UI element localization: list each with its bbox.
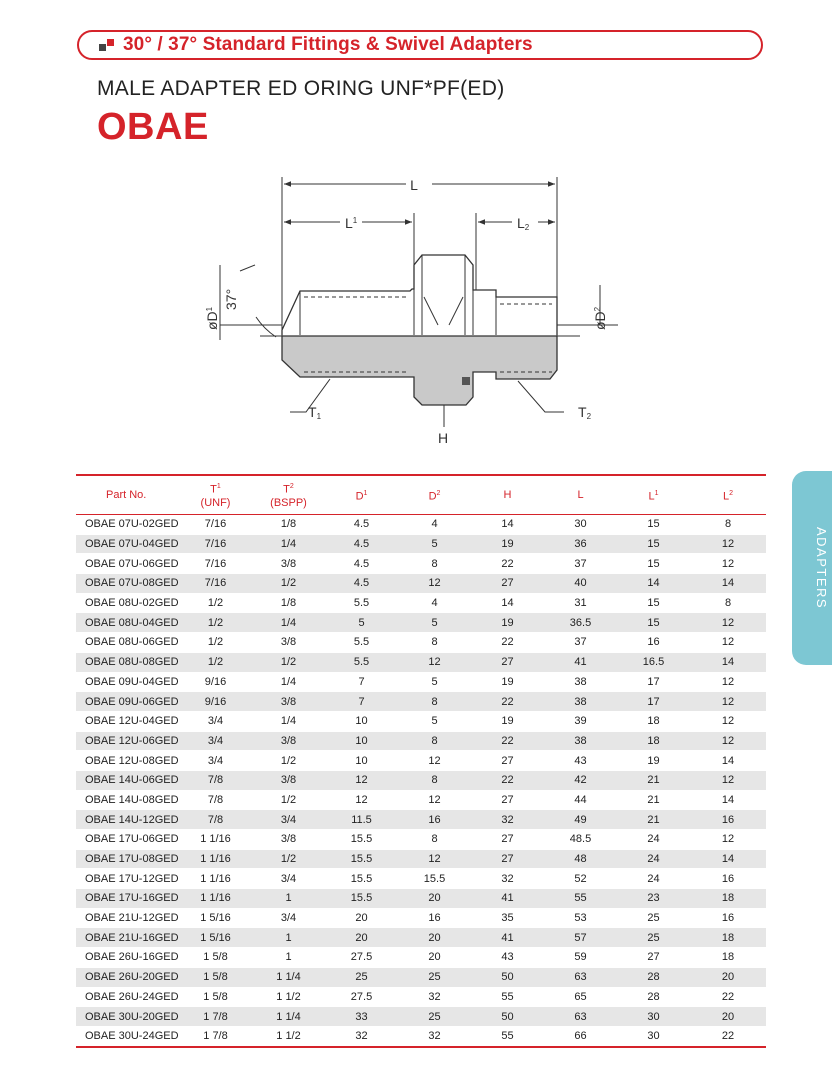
table-cell: 14 [471,515,544,535]
table-cell: 14 [690,849,766,869]
table-cell: 5 [398,534,471,554]
dim-label-L1: $L^1$ [345,215,358,231]
part-number-cell: OBAE 17U-16GED [76,889,179,909]
table-cell: 17 [617,692,690,712]
table-cell: 25 [617,908,690,928]
table-cell: 14 [690,751,766,771]
table-cell: 24 [617,830,690,850]
table-cell: 12 [398,790,471,810]
table-cell: 50 [471,1007,544,1027]
table-cell: 27 [471,574,544,594]
table-cell: 1 5/16 [179,908,252,928]
table-row [76,751,766,771]
table-cell: 39 [544,711,617,731]
table-cell: 24 [617,869,690,889]
table-cell: 19 [471,613,544,633]
table-cell: 27 [471,849,544,869]
part-number-cell: OBAE 17U-12GED [76,869,179,889]
table-cell: 22 [471,633,544,653]
table-cell: 7/8 [179,790,252,810]
table-cell: 14 [690,652,766,672]
table-cell: 8 [398,731,471,751]
table-cell: 5 [398,613,471,633]
table-cell: 55 [544,889,617,909]
part-number-cell: OBAE 26U-20GED [76,967,179,987]
section-title: 30° / 37° Standard Fittings & Swivel Adapters [123,34,533,55]
table-cell: 8 [398,770,471,790]
table-cell: 24 [617,849,690,869]
table-cell: 4.5 [325,534,398,554]
dim-label-D1: $øD^1$ [204,306,220,330]
table-row [76,633,766,653]
table-cell: 22 [471,731,544,751]
table-cell: 1/4 [252,711,325,731]
table-cell: 4 [398,515,471,535]
part-number-cell: OBAE 30U-24GED [76,1026,179,1046]
part-number-cell: OBAE 08U-02GED [76,593,179,613]
table-cell: 3/4 [252,869,325,889]
table-cell: 1 [252,889,325,909]
table-cell: 22 [471,770,544,790]
table-cell: 20 [325,908,398,928]
table-row [76,830,766,850]
column-header: $L^2$ [690,475,766,515]
table-cell: 4 [398,593,471,613]
table-row [76,928,766,948]
table-cell: 3/8 [252,830,325,850]
table-cell: 1 7/8 [179,1007,252,1027]
table-cell: 15.5 [398,869,471,889]
table-cell: 42 [544,770,617,790]
table-row [76,554,766,574]
table-cell: 1 [252,928,325,948]
table-cell: 33 [325,1007,398,1027]
table-cell: 1 1/2 [252,987,325,1007]
table-cell: 20 [398,889,471,909]
table-cell: 3/8 [252,770,325,790]
table-cell: 7/16 [179,515,252,535]
table-row [76,1007,766,1027]
table-cell: 57 [544,928,617,948]
table-row [76,889,766,909]
part-number-cell: OBAE 14U-12GED [76,810,179,830]
table-cell: 12 [398,652,471,672]
table-cell: 32 [471,869,544,889]
table-cell: 49 [544,810,617,830]
table-cell: 12 [325,790,398,810]
column-header: $D^2$ [398,475,471,515]
table-cell: 8 [398,830,471,850]
table-cell: 43 [544,751,617,771]
table-cell: 16 [690,869,766,889]
column-header: $D^1$ [325,475,398,515]
table-cell: 53 [544,908,617,928]
table-cell: 14 [471,593,544,613]
fitting-diagram [200,165,620,455]
column-header: Part No. [76,475,179,515]
table-cell: 25 [325,967,398,987]
table-cell: 4.5 [325,574,398,594]
table-cell: 3/4 [252,810,325,830]
table-cell: 1/8 [252,515,325,535]
table-cell: 40 [544,574,617,594]
table-cell: 7 [325,692,398,712]
table-cell: 8 [398,633,471,653]
table-cell: 21 [617,790,690,810]
part-number-cell: OBAE 07U-06GED [76,554,179,574]
table-cell: 1/2 [179,593,252,613]
table-cell: 1/8 [252,593,325,613]
table-cell: 12 [690,711,766,731]
table-cell: 36.5 [544,613,617,633]
table-cell: 5.5 [325,633,398,653]
table-cell: 15.5 [325,830,398,850]
table-cell: 43 [471,948,544,968]
table-cell: 41 [471,889,544,909]
table-cell: 1 7/8 [179,1026,252,1046]
table-cell: 25 [398,967,471,987]
table-cell: 4.5 [325,554,398,574]
part-number-cell: OBAE 09U-04GED [76,672,179,692]
table-cell: 15 [617,593,690,613]
table-cell: 18 [690,948,766,968]
part-number-cell: OBAE 14U-06GED [76,770,179,790]
table-row [76,810,766,830]
side-tab-label: ADAPTERS [814,526,829,610]
angle-label-37: 37° [223,288,239,310]
label-T2: T2 [578,404,592,421]
table-cell: 17 [617,672,690,692]
table-cell: 12 [398,751,471,771]
table-cell: 7/16 [179,554,252,574]
table-cell: 12 [690,672,766,692]
table-row [76,948,766,968]
table-cell: 27 [471,830,544,850]
part-number-cell: OBAE 14U-08GED [76,790,179,810]
part-number-cell: OBAE 09U-06GED [76,692,179,712]
table-row [76,849,766,869]
table-cell: 1/2 [179,633,252,653]
table-cell: 3/8 [252,633,325,653]
table-cell: 22 [690,987,766,1007]
table-cell: 21 [617,810,690,830]
table-cell: 12 [690,633,766,653]
table-row [76,967,766,987]
dim-label-L2: L2 [517,215,530,232]
part-number-cell: OBAE 07U-08GED [76,574,179,594]
table-cell: 25 [617,928,690,948]
table-row [76,515,766,535]
table-cell: 16 [617,633,690,653]
table-cell: 5 [325,613,398,633]
part-number-cell: OBAE 08U-06GED [76,633,179,653]
table-cell: 7/16 [179,534,252,554]
table-row [76,869,766,889]
table-cell: 63 [544,1007,617,1027]
table-cell: 1/4 [252,672,325,692]
column-header: $T^1$ (UNF) [179,475,252,515]
part-number-cell: OBAE 12U-06GED [76,731,179,751]
product-subtitle: MALE ADAPTER ED ORING UNF*PF(ED) [97,77,505,100]
column-header: H [471,475,544,515]
dim-label-L: L [410,177,418,193]
table-cell: 65 [544,987,617,1007]
table-cell: 12 [398,574,471,594]
table-cell: 20 [690,967,766,987]
table-header-row [76,475,766,515]
table-cell: 12 [690,770,766,790]
table-cell: 15 [617,554,690,574]
table-cell: 16 [690,908,766,928]
table-cell: 15.5 [325,889,398,909]
table-cell: 55 [471,1026,544,1046]
table-cell: 31 [544,593,617,613]
part-number-cell: OBAE 26U-16GED [76,948,179,968]
table-cell: 27 [617,948,690,968]
table-cell: 14 [617,574,690,594]
table-cell: 1 5/8 [179,987,252,1007]
table-cell: 18 [617,731,690,751]
table-cell: 9/16 [179,672,252,692]
table-cell: 14 [690,574,766,594]
table-cell: 1 1/16 [179,830,252,850]
table-cell: 59 [544,948,617,968]
table-cell: 5.5 [325,593,398,613]
table-cell: 1 1/16 [179,869,252,889]
table-row [76,731,766,751]
table-cell: 7/8 [179,770,252,790]
table-cell: 12 [690,731,766,751]
table-cell: 1/2 [252,790,325,810]
table-cell: 41 [544,652,617,672]
table-cell: 27 [471,751,544,771]
table-cell: 10 [325,751,398,771]
table-cell: 1/2 [252,652,325,672]
adapters-side-tab[interactable] [792,471,832,665]
table-row [76,770,766,790]
table-cell: 16 [690,810,766,830]
table-cell: 38 [544,692,617,712]
table-cell: 20 [398,928,471,948]
table-cell: 36 [544,534,617,554]
table-cell: 12 [690,554,766,574]
table-cell: 3/4 [252,908,325,928]
table-cell: 1 1/4 [252,1007,325,1027]
table-cell: 3/8 [252,554,325,574]
table-cell: 48 [544,849,617,869]
product-code: OBAE [97,106,209,148]
table-cell: 37 [544,554,617,574]
table-row [76,692,766,712]
table-cell: 1 [252,948,325,968]
column-header: L [544,475,617,515]
table-cell: 27 [471,790,544,810]
part-number-cell: OBAE 08U-04GED [76,613,179,633]
table-cell: 11.5 [325,810,398,830]
table-cell: 14 [690,790,766,810]
table-cell: 1 1/2 [252,1026,325,1046]
table-cell: 3/8 [252,731,325,751]
table-cell: 1/2 [252,751,325,771]
table-cell: 1/2 [179,613,252,633]
table-cell: 23 [617,889,690,909]
table-cell: 15 [617,534,690,554]
table-row [76,672,766,692]
table-cell: 15 [617,515,690,535]
table-cell: 37 [544,633,617,653]
part-number-cell: OBAE 17U-08GED [76,849,179,869]
table-cell: 16 [398,908,471,928]
table-cell: 50 [471,967,544,987]
table-cell: 1/4 [252,613,325,633]
table-cell: 25 [398,1007,471,1027]
part-number-cell: OBAE 12U-04GED [76,711,179,731]
dim-label-D2: $øD^2$ [592,306,608,330]
table-cell: 41 [471,928,544,948]
table-cell: 1 5/16 [179,928,252,948]
table-cell: 30 [617,1007,690,1027]
table-cell: 15.5 [325,849,398,869]
specification-table [76,474,766,1048]
table-cell: 20 [690,1007,766,1027]
table-cell: 4.5 [325,515,398,535]
table-cell: 1 1/16 [179,849,252,869]
part-number-cell: OBAE 21U-12GED [76,908,179,928]
table-row [76,987,766,1007]
table-cell: 1/2 [252,574,325,594]
table-cell: 16.5 [617,652,690,672]
table-cell: 19 [471,711,544,731]
table-cell: 66 [544,1026,617,1046]
table-cell: 18 [617,711,690,731]
table-cell: 18 [690,889,766,909]
column-header: $T^2$ (BSPP) [252,475,325,515]
table-cell: 12 [325,770,398,790]
label-T1: T1 [308,404,322,421]
label-H: H [438,430,449,446]
table-cell: 1 5/8 [179,948,252,968]
table-cell: 52 [544,869,617,889]
table-row [76,908,766,928]
part-number-cell: OBAE 21U-16GED [76,928,179,948]
table-cell: 32 [471,810,544,830]
table-cell: 1 1/16 [179,889,252,909]
table-cell: 7 [325,672,398,692]
table-cell: 5.5 [325,652,398,672]
table-cell: 3/8 [252,692,325,712]
table-row [76,1026,766,1046]
table-cell: 19 [471,672,544,692]
table-cell: 19 [471,534,544,554]
table-cell: 5 [398,672,471,692]
table-row [76,652,766,672]
table-cell: 32 [398,1026,471,1046]
table-cell: 22 [690,1026,766,1046]
table-cell: 55 [471,987,544,1007]
table-cell: 27 [471,652,544,672]
table-row [76,593,766,613]
table-cell: 38 [544,731,617,751]
table-cell: 48.5 [544,830,617,850]
table-cell: 8 [690,593,766,613]
table-cell: 1/2 [252,849,325,869]
section-bullet-icon [99,38,117,52]
table-cell: 63 [544,967,617,987]
table-cell: 28 [617,967,690,987]
part-number-cell: OBAE 07U-02GED [76,515,179,535]
table-cell: 8 [690,515,766,535]
table-cell: 20 [325,928,398,948]
table-row [76,613,766,633]
table-row [76,574,766,594]
table-cell: 15 [617,613,690,633]
table-cell: 18 [690,928,766,948]
table-cell: 12 [690,692,766,712]
part-number-cell: OBAE 30U-20GED [76,1007,179,1027]
table-cell: 12 [690,830,766,850]
table-cell: 16 [398,810,471,830]
table-cell: 3/4 [179,751,252,771]
table-cell: 10 [325,711,398,731]
table-cell: 27.5 [325,987,398,1007]
table-cell: 12 [690,613,766,633]
table-cell: 3/4 [179,731,252,751]
table-cell: 19 [617,751,690,771]
table-row [76,790,766,810]
table-row [76,534,766,554]
table-cell: 3/4 [179,711,252,731]
table-cell: 15.5 [325,869,398,889]
table-cell: 7/16 [179,574,252,594]
table-cell: 22 [471,554,544,574]
table-cell: 10 [325,731,398,751]
part-number-cell: OBAE 26U-24GED [76,987,179,1007]
part-number-cell: OBAE 17U-06GED [76,830,179,850]
table-cell: 27.5 [325,948,398,968]
table-cell: 32 [398,987,471,1007]
table-cell: 38 [544,672,617,692]
table-cell: 22 [471,692,544,712]
part-number-cell: OBAE 12U-08GED [76,751,179,771]
table-cell: 1/4 [252,534,325,554]
table-cell: 1 5/8 [179,967,252,987]
table-cell: 8 [398,692,471,712]
table-cell: 7/8 [179,810,252,830]
table-cell: 21 [617,770,690,790]
table-cell: 35 [471,908,544,928]
table-cell: 1/2 [179,652,252,672]
table-cell: 32 [325,1026,398,1046]
table-cell: 30 [617,1026,690,1046]
table-cell: 28 [617,987,690,1007]
table-cell: 12 [398,849,471,869]
table-cell: 30 [544,515,617,535]
part-number-cell: OBAE 07U-04GED [76,534,179,554]
table-cell: 44 [544,790,617,810]
table-cell: 20 [398,948,471,968]
table-row [76,711,766,731]
part-number-cell: OBAE 08U-08GED [76,652,179,672]
table-cell: 12 [690,534,766,554]
table-cell: 1 1/4 [252,967,325,987]
table-cell: 8 [398,554,471,574]
section-header [77,30,763,60]
table-cell: 9/16 [179,692,252,712]
table-cell: 5 [398,711,471,731]
column-header: $L^1$ [617,475,690,515]
